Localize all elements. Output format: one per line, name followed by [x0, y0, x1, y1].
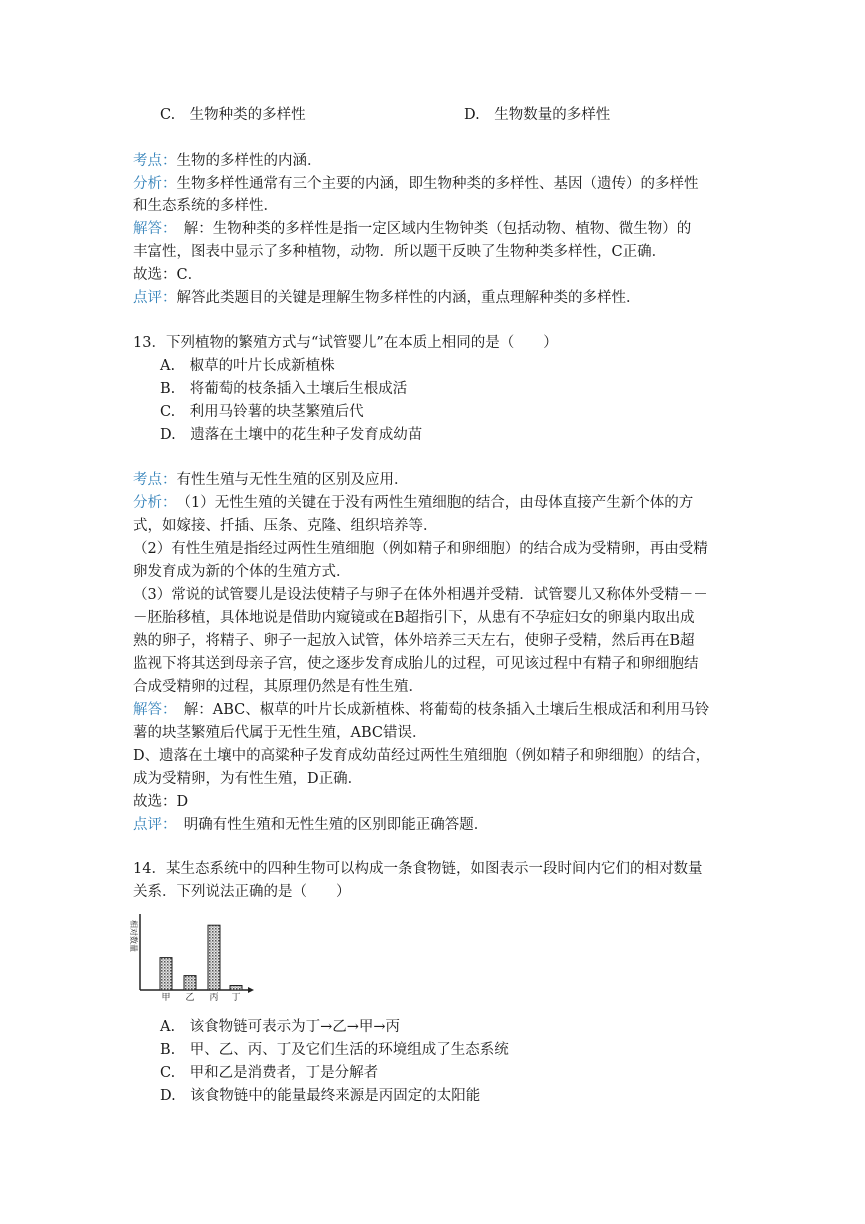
- x-axis-arrow: [248, 987, 254, 993]
- q13-kaodian: [133, 470, 409, 490]
- x-tick-label-1: 乙: [185, 993, 195, 1002]
- q13-fenxi-9: 合成受精卵的过程，其原理仍然是有性生殖．: [133, 679, 423, 695]
- dianping-label: 点评：: [133, 817, 170, 833]
- q13-fenxi-2: 式，如嫁接、扦插、压条、克隆、组织培养等．: [133, 518, 438, 534]
- dianping-label: 点评：: [133, 290, 177, 306]
- jieda-text: 解：ABC、椒草的叶片长成新植株、将葡萄的枝条插入土壤后生根成活和利用马铃: [169, 702, 710, 718]
- kaodian-label: 考点：: [133, 153, 177, 169]
- kaodian-text: 生物的多样性的内涵．: [176, 153, 322, 169]
- kaodian-text: 有性生殖与无性生殖的区别及应用．: [176, 472, 409, 488]
- q13-option-d: D. 遗落在土壤中的花生种子发育成幼苗: [160, 427, 423, 443]
- q12-jieda-2: 丰富性，图表中显示了多种植物，动物．所以题干反映了生物种类多样性，C正确．: [133, 244, 667, 260]
- x-tick-label-3: 丁: [231, 993, 241, 1002]
- q13-jieda-3: D、遗落在土壤中的高粱种子发育成幼苗经过两性生殖细胞（例如精子和卵细胞）的结合，: [133, 748, 711, 764]
- q14-option-d: D. 该食物链中的能量最终来源是丙固定的太阳能: [160, 1088, 481, 1104]
- q13-jieda-2: 薯的块茎繁殖后代属于无性生殖，ABC错误．: [133, 725, 427, 741]
- jieda-text: 解：生物种类的多样性是指一定区域内生物钟类（包括动物、植物、微生物）的: [169, 221, 692, 237]
- fenxi-text: （1）无性生殖的关键在于没有两性生殖细胞的结合，由母体直接产生新个体的方: [169, 495, 694, 511]
- bar-1: [184, 976, 196, 990]
- q14-option-a: A. 该食物链可表示为丁→乙→甲→丙: [160, 1019, 401, 1035]
- fenxi-text: 生物多样性通常有三个主要的内涵，即生物种类的多样性、基因（遗传）的多样性: [176, 176, 699, 192]
- bar-2: [208, 925, 220, 990]
- q13-option-b: B. 将葡萄的枝条插入土壤后生根成活: [160, 381, 408, 397]
- q12-dianping: [133, 288, 641, 308]
- q13-fenxi-8: 监视下将其送到母亲子宫，使之逐步发育成胎儿的过程，可见该过程中有精子和卵细胞结: [133, 656, 699, 672]
- q14-option-c: C. 甲和乙是消费者，丁是分解者: [160, 1065, 379, 1081]
- x-tick-label-0: 甲: [161, 993, 171, 1002]
- q12-fenxi-2: 和生态系统的多样性．: [133, 198, 278, 214]
- q13-fenxi-3: （2）有性生殖是指经过两性生殖细胞（例如精子和卵细胞）的结合成为受精卵，再由受精: [133, 541, 708, 557]
- q13-dianping: [133, 815, 488, 835]
- bar-3: [230, 986, 242, 991]
- dianping-text: 明确有性生殖和无性生殖的区别即能正确答题．: [169, 817, 489, 833]
- q13-option-c: C. 利用马铃薯的块茎繁殖后代: [160, 404, 364, 420]
- x-tick-label-2: 丙: [209, 993, 219, 1002]
- q13-fenxi-7: 熟的卵子，将精子、卵子一起放入试管，体外培养三天左右，使卵子受精，然后再在B超: [133, 633, 695, 649]
- q13-jieda-1: [133, 700, 709, 720]
- y-axis-label: 相对数量: [129, 920, 138, 952]
- q12-option-c: C. 生物种类的多样性: [160, 107, 306, 123]
- q13-fenxi-6: －胚胎移植，具体地说是借助内窥镜或在B超指引下，从患有不孕症妇女的卵巢内取出成: [133, 610, 695, 626]
- q12-option-d: D. 生物数量的多样性: [464, 107, 611, 123]
- q14-stem-2: 关系．下列说法正确的是（ ）: [133, 884, 351, 900]
- q13-option-a: A. 椒草的叶片长成新植株: [160, 358, 335, 374]
- q13-stem: 13．下列植物的繁殖方式与“试管婴儿”在本质上相同的是（ ）: [133, 335, 558, 351]
- bar-0: [160, 958, 172, 990]
- q13-fenxi-5: （3）常说的试管婴儿是设法使精子与卵子在体外相遇并受精．试管婴儿又称体外受精－－: [133, 587, 708, 603]
- kaodian-label: 考点：: [133, 472, 177, 488]
- q12-kaodian: [133, 151, 322, 171]
- q13-fenxi-1: [133, 493, 693, 513]
- q12-fenxi-1: [133, 174, 699, 194]
- jieda-label: 解答：: [133, 702, 170, 718]
- dianping-text: 解答此类题目的关键是理解生物多样性的内涵，重点理解种类的多样性．: [176, 290, 641, 306]
- q13-guxuan: 故选：D: [133, 794, 189, 810]
- q14-option-b: B. 甲、乙、丙、丁及它们生活的环境组成了生态系统: [160, 1042, 509, 1058]
- q12-jieda-1: [133, 219, 691, 239]
- q12-guxuan: 故选：C．: [133, 267, 203, 283]
- q14-stem-1: 14．某生态系统中的四种生物可以构成一条食物链，如图表示一段时间内它们的相对数量: [133, 861, 703, 877]
- q14-bar-chart: [128, 910, 258, 1002]
- fenxi-label: 分析：: [133, 176, 177, 192]
- fenxi-label: 分析：: [133, 495, 170, 511]
- q13-fenxi-4: 卵发育成为新的个体的生殖方式．: [133, 564, 351, 580]
- jieda-label: 解答：: [133, 221, 170, 237]
- q13-jieda-4: 成为受精卵，为有性生殖，D正确．: [133, 771, 363, 787]
